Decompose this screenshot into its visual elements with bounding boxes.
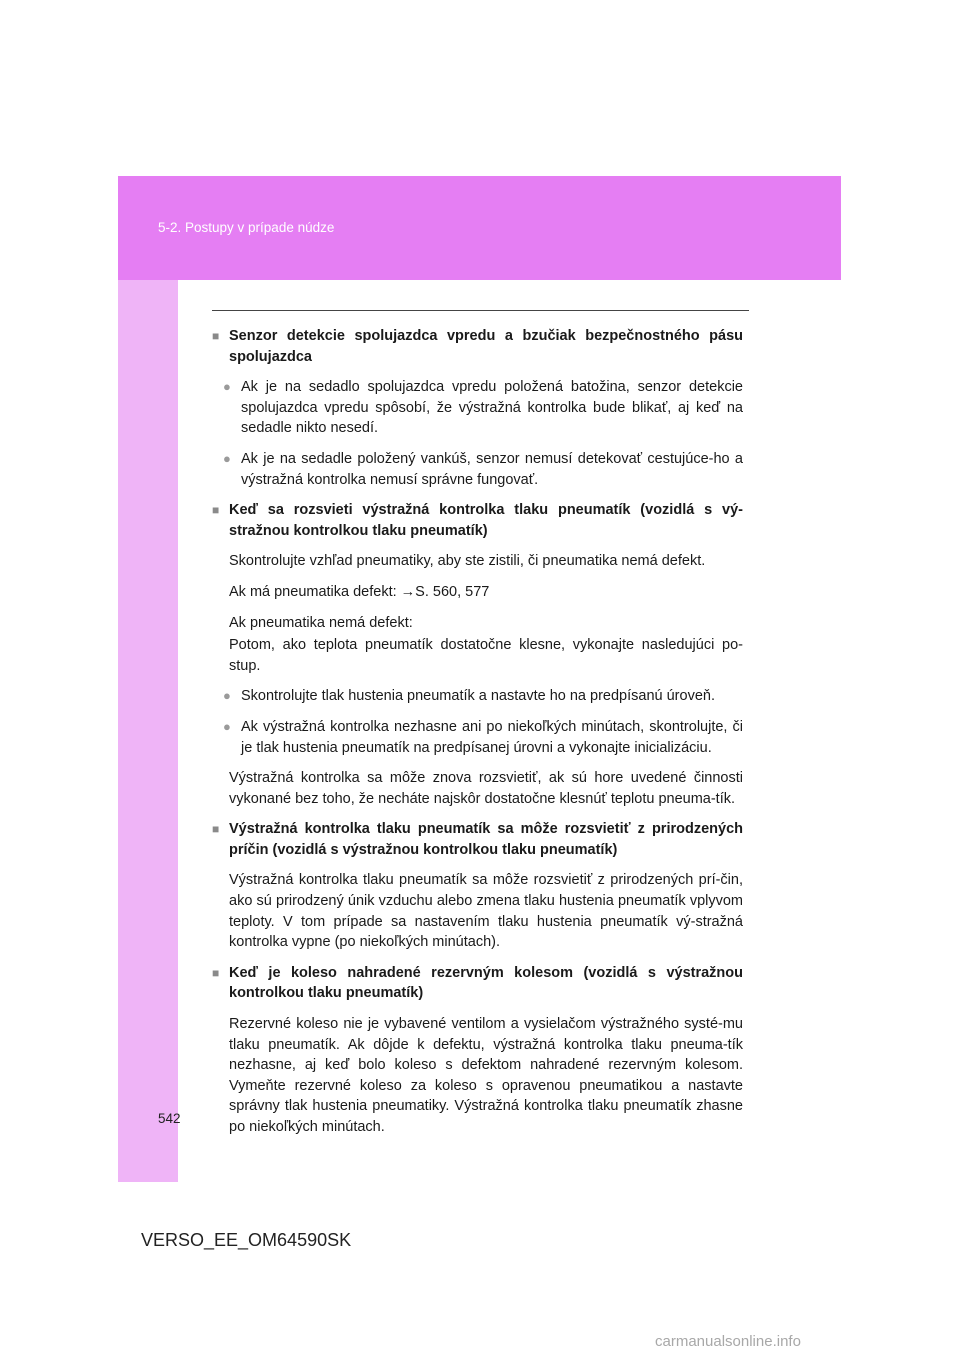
- heading-tire-pressure-light: ■ Keď sa rozsvieti výstražná kontrolka tlaku pneumatík (vozidlá s vý-stražnou kontrolkou tlaku pneumatík): [212, 500, 743, 541]
- paragraph-relight-warning: Výstražná kontrolka sa môže znova rozsvietiť, ak sú hore uvedené činnosti vykonané bez toho, že necháte najskôr dostatočne klesnúť teplotu pneuma-tík.: [229, 770, 743, 807]
- heading-passenger-sensor: ■ Senzor detekcie spolujazdca vpredu a bzučiak bezpečnostného pásu spolujazdca: [212, 326, 743, 367]
- paragraph-no-flat: Ak pneumatika nemá defekt:: [229, 614, 413, 631]
- heading-spare-wheel: ■ Keď je koleso nahradené rezervným kolesom (vozidlá s výstražnou kontrolkou tlaku pneumatík): [212, 963, 743, 1004]
- page-content: [212, 326, 743, 1148]
- divider-line: [212, 310, 749, 311]
- side-color-band: [118, 176, 178, 1182]
- paragraph-flat-tire-ref: Ak má pneumatika defekt: →S. 560, 577: [229, 583, 490, 600]
- bullet-check-pressure: ● Skontrolujte tlak hustenia pneumatík a nastavte ho na predpísanú úroveň.: [212, 686, 743, 707]
- watermark-text: carmanualsonline.info: [655, 1333, 801, 1350]
- document-code: VERSO_EE_OM64590SK: [141, 1230, 352, 1250]
- page-number: 542: [158, 1111, 181, 1126]
- paragraph-spare-wheel: Rezervné koleso nie je vybavené ventilom a vysielačom výstražného systé-mu tlaku pneumatík. Ak dôjde k defektu, výstražná kontrolka tlaku pneuma-tík nezhasne, aj keď bolo koleso s defektom nahradené rezervným kolesom. Vymeňte rezervné koleso za koleso s opravenou pneumatikou a nastavte správny tlak hustenia pneumatiky. Výstražná kontrolka tlaku pneumatík zhasne po niekoľkých minútach.: [229, 1016, 743, 1135]
- bullet-luggage: ● Ak je na sedadlo spolujazdca vpredu položená batožina, senzor detekcie spolujazdca vpredu spôsobí, že výstražná kontrolka bude blikať, aj keď na sedadle nikto nesedí.: [212, 377, 743, 439]
- paragraph-natural-causes: Výstražná kontrolka tlaku pneumatík sa môže rozsvietiť z prirodzených prí-čin, ako sú prirodzený únik vzduchu alebo zmena tlaku hustenia pneumatík vplyvom teploty. V tom prípade sa nastavením tlaku hustenia pneumatík vý-stražná kontrolka vypne (po niekoľkých minútach).: [229, 872, 743, 951]
- bullet-initialize: ● Ak výstražná kontrolka nezhasne ani po niekoľkých minútach, skontrolujte, či je tlak hustenia pneumatík na predpísanej úrovni a vykonajte inicializáciu.: [212, 717, 743, 758]
- heading-natural-causes: ■ Výstražná kontrolka tlaku pneumatík sa môže rozsvietiť z prirodzených príčin (vozidlá s výstražnou kontrolkou tlaku pneumatík): [212, 819, 743, 860]
- paragraph-procedure: Potom, ako teplota pneumatík dostatočne klesne, vykonajte nasledujúci po-stup.: [229, 637, 743, 674]
- paragraph-check-tire: Skontrolujte vzhľad pneumatiky, aby ste zistili, či pneumatika nemá defekt.: [229, 553, 706, 570]
- section-title: 5-2. Postupy v prípade núdze: [158, 220, 335, 235]
- bullet-cushion: ● Ak je na sedadle položený vankúš, senzor nemusí detekovať cestujúce-ho a výstražná kontrolka nemusí správne fungovať.: [212, 449, 743, 490]
